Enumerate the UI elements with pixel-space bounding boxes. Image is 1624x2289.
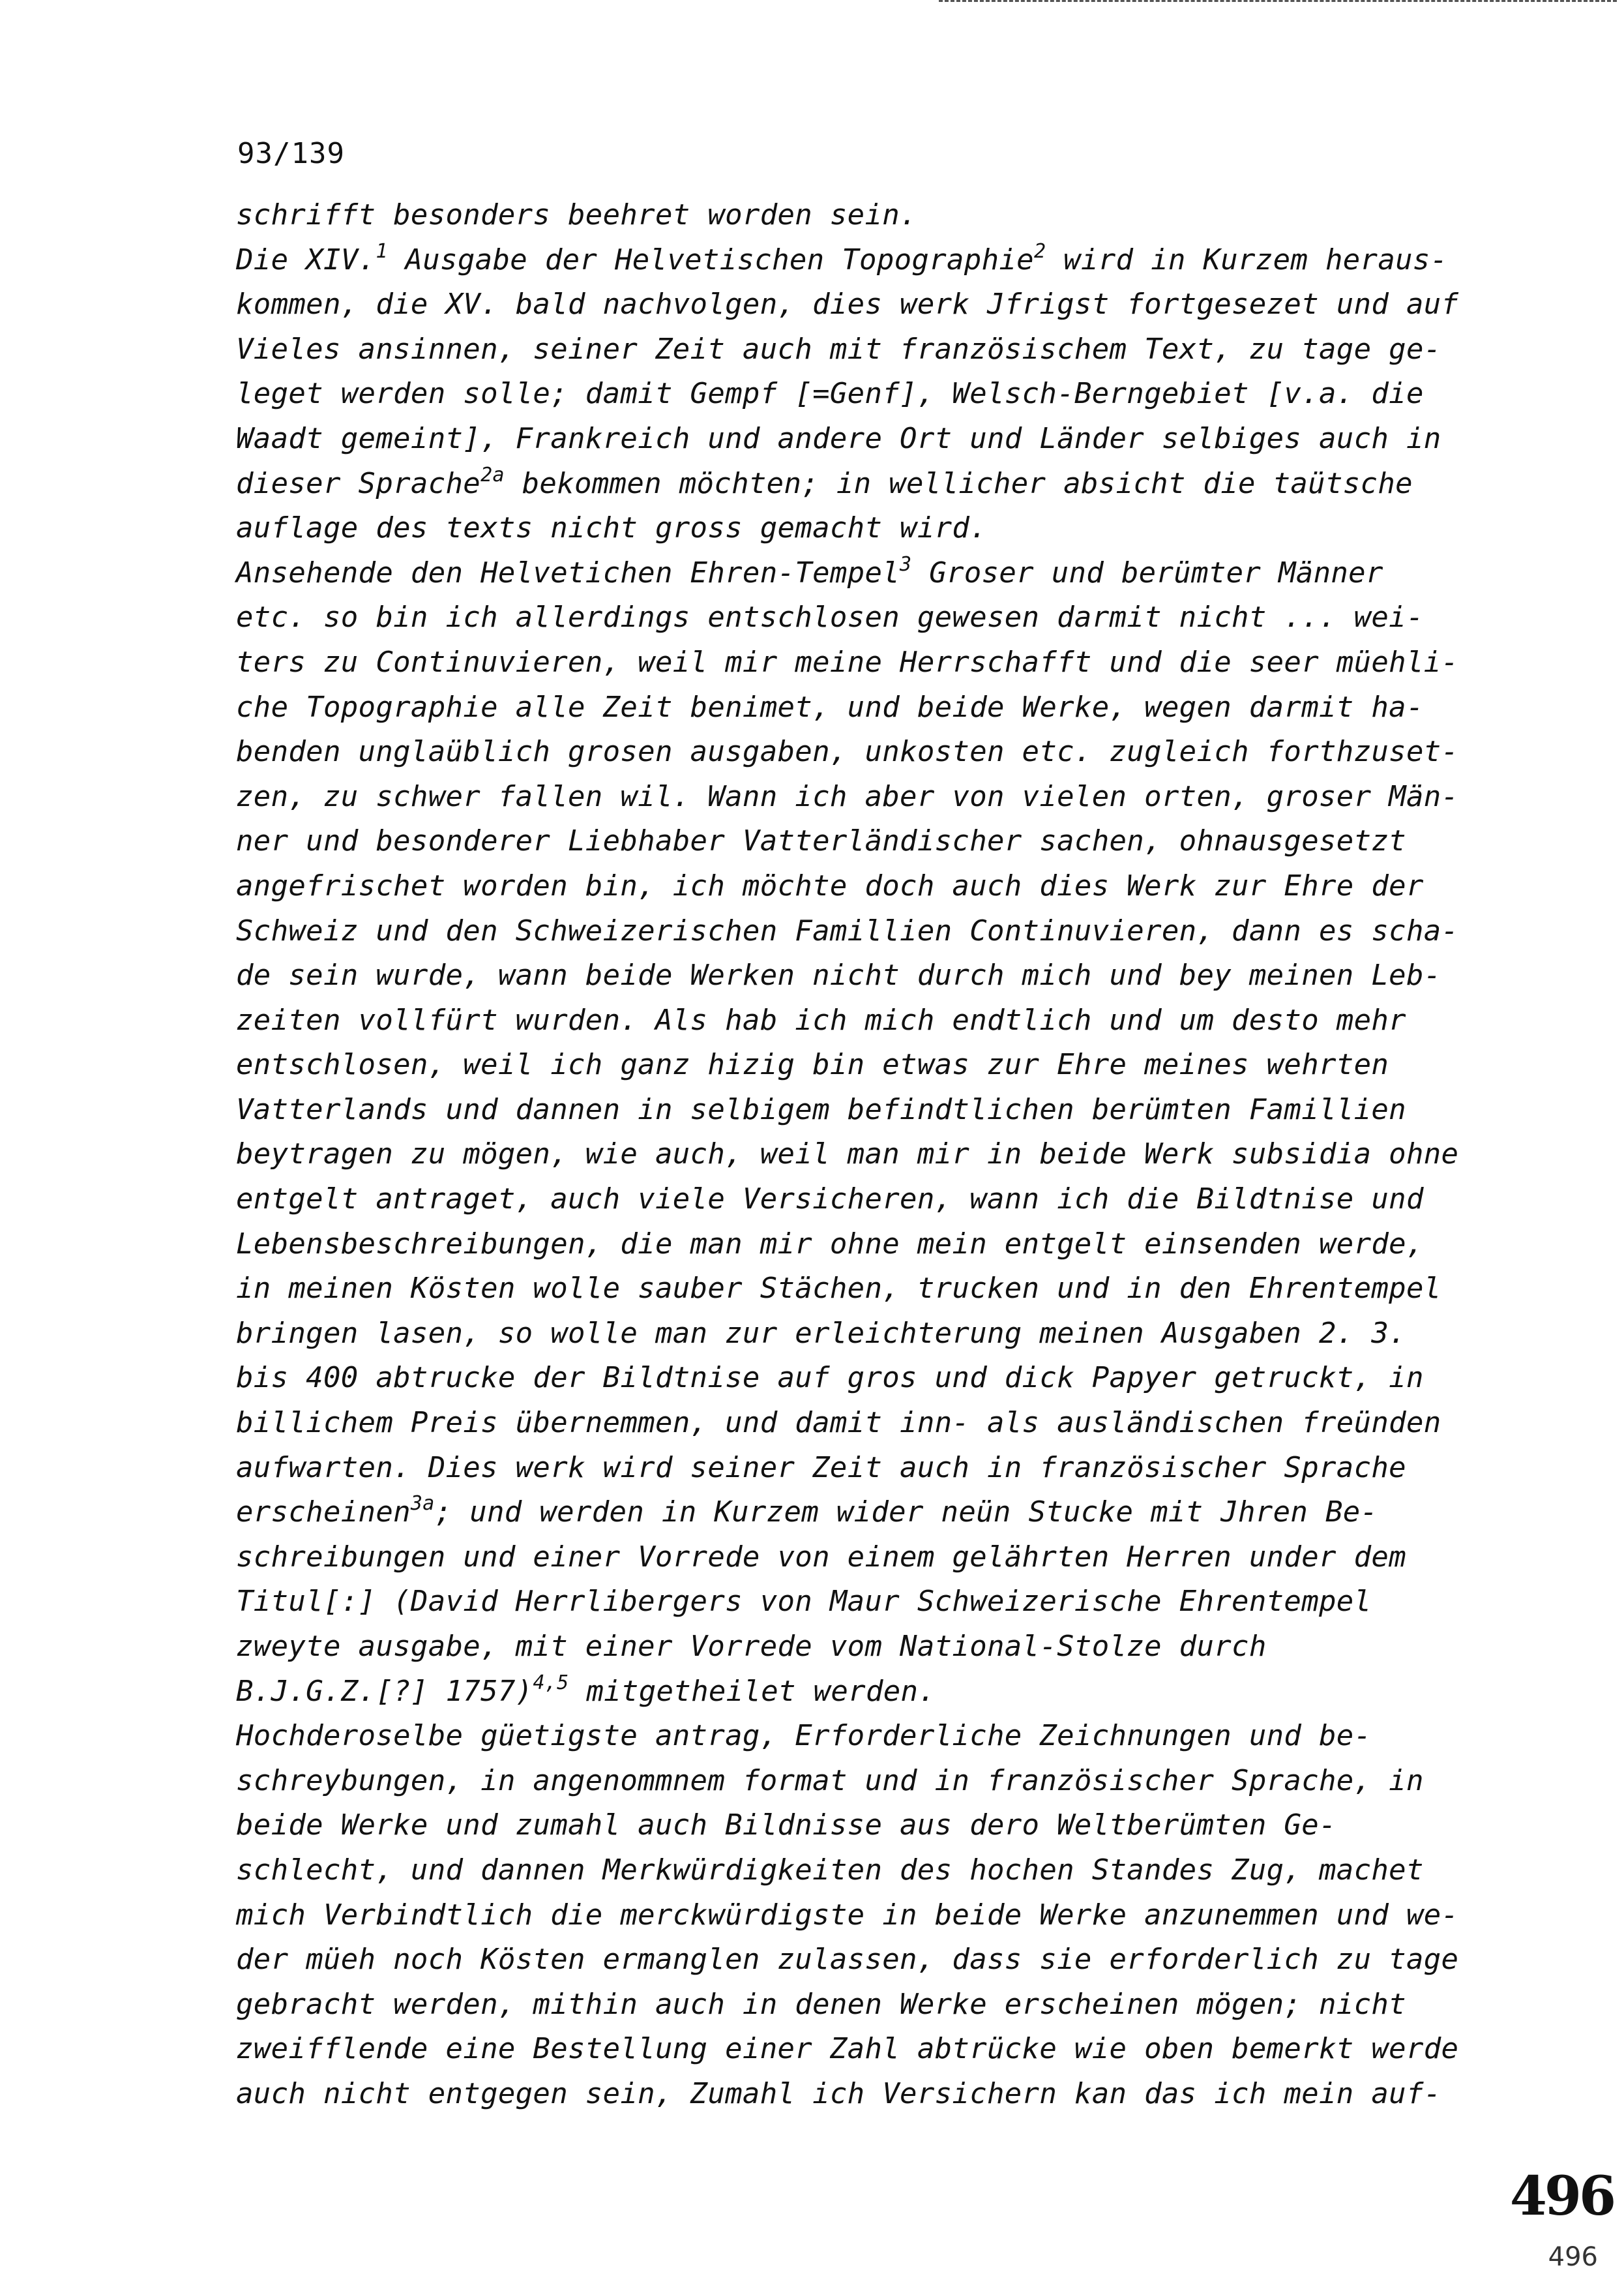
footnote-marker: 2 xyxy=(1033,239,1046,263)
footnote-marker: 3a xyxy=(410,1492,435,1516)
text-segment: beide Werke und zumahl auch Bildnisse aus dero Weltberümten Ge- xyxy=(236,1808,1336,1842)
text-line xyxy=(236,1088,1546,1133)
top-edge-rule xyxy=(939,0,1617,2)
text-line xyxy=(236,327,1546,372)
text-segment: entgelt antraget, auch viele Versicheren, wann ich die Bildtnise und xyxy=(236,1182,1424,1216)
text-segment: aufwarten. Dies werk wird seiner Zeit auch in französischer Sprache xyxy=(236,1450,1406,1484)
text-segment: schrifft besonders beehret worden sein. xyxy=(236,198,917,232)
text-line xyxy=(236,595,1546,640)
text-line xyxy=(236,640,1546,685)
text-segment: mich Verbindtlich die merckwürdigste in beide Werke anzunemmen und we- xyxy=(236,1898,1459,1932)
text-line xyxy=(236,1266,1546,1311)
text-segment: Ausgabe der Helvetischen Topographie xyxy=(387,243,1034,277)
text-line xyxy=(236,238,1546,283)
text-line xyxy=(236,1311,1546,1356)
text-segment: ner und besonderer Liebhaber Vatterländischer sachen, ohnausgesetzt xyxy=(236,824,1406,858)
text-segment: zweifflende eine Bestellung einer Zahl abtrücke wie oben bemerkt werde xyxy=(236,2032,1459,2066)
text-segment: bringen lasen, so wolle man zur erleichterung meinen Ausgaben 2. 3. xyxy=(236,1316,1406,1350)
text-line xyxy=(236,1401,1546,1446)
text-segment: zweyte ausgabe, mit einer Vorrede vom National-Stolze durch xyxy=(236,1630,1267,1663)
text-line xyxy=(236,730,1546,775)
text-line xyxy=(236,551,1546,596)
folio-number: 496 xyxy=(1509,2165,1614,2228)
text-segment: schreibungen und einer Vorrede von einem gelährten Herren under dem xyxy=(236,1540,1406,1574)
text-line xyxy=(236,1535,1546,1580)
text-line xyxy=(236,775,1546,820)
text-segment: schreybungen, in angenommnem format und in französischer Sprache, in xyxy=(236,1763,1424,1797)
text-segment: zeiten vollfürt wurden. Als hab ich mich endtlich und um desto mehr xyxy=(236,1003,1406,1037)
text-line xyxy=(236,1043,1546,1088)
text-segment: Waadt gemeint], Frankreich und andere Ort und Länder selbiges auch in xyxy=(236,421,1441,455)
text-segment: angefrischet worden bin, ich möchte doch auch dies Werk zur Ehre der xyxy=(236,869,1424,903)
text-line xyxy=(236,1490,1546,1535)
text-line xyxy=(236,1222,1546,1267)
text-line xyxy=(236,372,1546,417)
text-segment: wird in Kurzem heraus- xyxy=(1046,243,1448,277)
text-segment: in meinen Kösten wolle sauber Stächen, trucken und in den Ehrentempel xyxy=(236,1272,1441,1306)
text-segment: Hochderoselbe güetigste antrag, Erforderliche Zeichnungen und be- xyxy=(236,1719,1372,1753)
text-segment: leget werden solle; damit Gempf [=Genf], Welsch-Berngebiet [v.a. die xyxy=(236,377,1424,411)
text-segment: che Topographie alle Zeit benimet, und beide Werke, wegen darmit ha- xyxy=(236,690,1424,724)
folio-number-pencil: 496 xyxy=(1548,2242,1598,2272)
text-line xyxy=(236,864,1546,909)
text-segment: Vatterlands und dannen in selbigem befindtlichen berümten Famillien xyxy=(236,1092,1406,1126)
text-segment: Lebensbeschreibungen, die man mir ohne mein entgelt einsenden werde, xyxy=(236,1227,1424,1261)
text-segment: Ansehende den Helvetichen Ehren-Tempel xyxy=(236,556,900,590)
text-line xyxy=(236,1446,1546,1491)
text-line xyxy=(236,1177,1546,1222)
text-line xyxy=(236,1848,1546,1893)
text-line xyxy=(236,1803,1546,1848)
text-segment: dieser Sprache xyxy=(236,466,481,500)
text-line xyxy=(236,193,1546,238)
text-line xyxy=(236,1714,1546,1759)
text-line xyxy=(236,1893,1546,1938)
text-line xyxy=(236,685,1546,730)
text-line xyxy=(236,282,1546,327)
text-segment: bis 400 abtrucke der Bildtnise auf gros und dick Papyer getruckt, in xyxy=(236,1361,1424,1395)
text-line xyxy=(236,2027,1546,2072)
text-segment: gebracht werden, mithin auch in denen Werke erscheinen mögen; nicht xyxy=(236,1987,1406,2021)
footnote-marker: 2a xyxy=(480,463,505,486)
text-segment: auflage des texts nicht gross gemacht wird. xyxy=(236,511,987,545)
text-segment: billichem Preis übernemmen, und damit inn- als ausländischen freünden xyxy=(236,1406,1441,1440)
text-line xyxy=(236,462,1546,507)
text-segment: Groser und berümter Männer xyxy=(911,556,1383,590)
text-line xyxy=(236,909,1546,954)
text-line xyxy=(236,1132,1546,1177)
footnote-marker: 4,5 xyxy=(533,1671,569,1694)
text-line xyxy=(236,417,1546,462)
text-segment: kommen, die XV. bald nachvolgen, dies werk Jfrigst fortgesezet und auf xyxy=(236,288,1459,322)
text-line xyxy=(236,1759,1546,1804)
text-segment: benden unglaüblich grosen ausgaben, unkosten etc. zugleich forthzuset- xyxy=(236,735,1459,769)
text-segment: mitgetheilet werden. xyxy=(568,1674,936,1708)
text-segment: schlecht, und dannen Merkwürdigkeiten des hochen Standes Zug, machet xyxy=(236,1853,1424,1887)
text-segment: Schweiz und den Schweizerischen Famillien Continuvieren, dann es scha- xyxy=(236,914,1459,948)
text-segment: Die XIV. xyxy=(236,243,376,277)
text-segment: B.J.G.Z.[?] 1757) xyxy=(236,1674,533,1708)
text-segment: de sein wurde, wann beide Werken nicht durch mich und bey meinen Leb- xyxy=(236,959,1441,993)
text-line xyxy=(236,819,1546,864)
text-line xyxy=(236,998,1546,1043)
page-reference: 93/139 xyxy=(237,137,345,170)
text-segment: beytragen zu mögen, wie auch, weil man mir in beide Werk subsidia ohne xyxy=(236,1137,1459,1171)
letter-body-text xyxy=(236,193,1546,2117)
text-segment: erscheinen xyxy=(236,1495,411,1529)
footnote-marker: 3 xyxy=(900,552,912,576)
footnote-marker: 1 xyxy=(376,239,388,263)
text-segment: entschlosen, weil ich ganz hizig bin etwas zur Ehre meines wehrten xyxy=(236,1048,1389,1082)
text-segment: bekommen möchten; in wellicher absicht die taütsche xyxy=(504,466,1413,500)
text-segment: Vieles ansinnen, seiner Zeit auch mit französischem Text, zu tage ge- xyxy=(236,332,1441,366)
text-line xyxy=(236,1356,1546,1401)
text-segment: zen, zu schwer fallen wil. Wann ich aber von vielen orten, groser Män- xyxy=(236,779,1459,813)
text-line xyxy=(236,1982,1546,2027)
text-segment: ; und werden in Kurzem wider neün Stucke mit Jhren Be- xyxy=(434,1495,1378,1529)
text-segment: auch nicht entgegen sein, Zumahl ich Versichern kan das ich mein auf- xyxy=(236,2076,1441,2110)
text-segment: ters zu Continuvieren, weil mir meine Herrschafft und die seer müehli- xyxy=(236,645,1459,679)
text-segment: Titul[:] (David Herrlibergers von Maur Schweizerische Ehrentempel xyxy=(236,1585,1372,1619)
text-line xyxy=(236,1937,1546,1982)
text-line xyxy=(236,953,1546,998)
text-line xyxy=(236,506,1546,551)
text-line xyxy=(236,1624,1546,1669)
text-line xyxy=(236,1579,1546,1624)
text-segment: der müeh noch Kösten ermanglen zulassen, dass sie erforderlich zu tage xyxy=(236,1943,1459,1977)
text-line xyxy=(236,2072,1546,2117)
text-line xyxy=(236,1669,1546,1714)
text-segment: etc. so bin ich allerdings entschlosen gewesen darmit nicht ... wei- xyxy=(236,601,1424,635)
